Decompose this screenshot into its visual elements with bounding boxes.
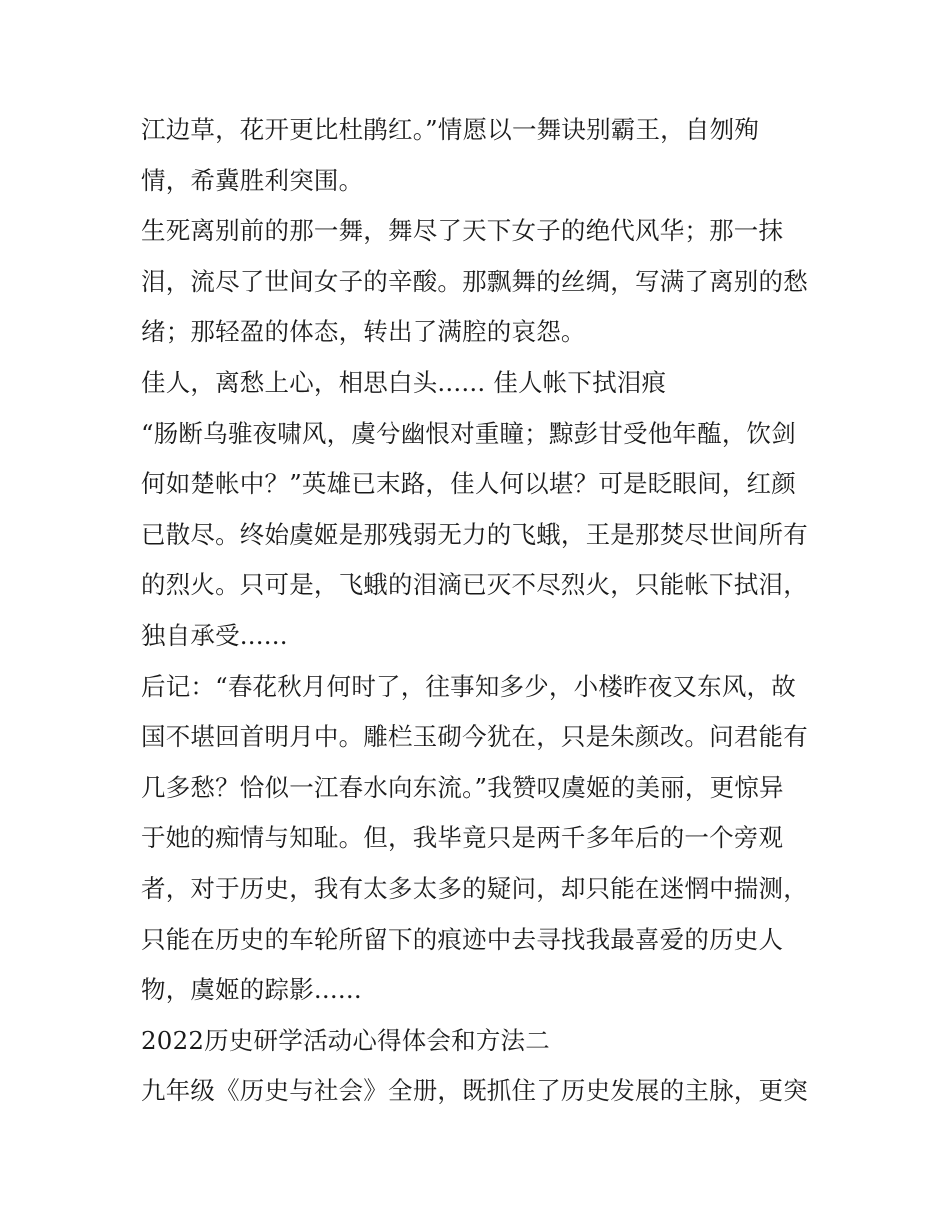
text-line: 已散尽。终始虞姬是那残弱无力的飞蛾，王是那焚尽世间所有 <box>141 520 808 549</box>
text-line: 情，希冀胜利突围。 <box>141 166 364 195</box>
text-line: 后记：“春花秋月何时了，往事知多少，小楼昨夜又东风，故 <box>141 672 796 701</box>
text-line: 九年级《历史与社会》全册，既抓住了历史发展的主脉，更突 <box>141 1076 808 1105</box>
text-line: 绪；那轻盈的体态，转出了满腔的哀怨。 <box>141 317 586 346</box>
text-line: 的烈火。只可是，飞蛾的泪滴已灭不尽烈火，只能帐下拭泪， <box>141 570 808 599</box>
text-line: 只能在历史的车轮所留下的痕迹中去寻找我最喜爱的历史人 <box>141 925 784 954</box>
text-line: 几多愁？恰似一江春水向东流。”我赞叹虞姬的美丽，更惊异 <box>141 773 784 802</box>
text-line: 国不堪回首明月中。雕栏玉砌今犹在，只是朱颜改。问君能有 <box>141 722 808 751</box>
text-line: 者，对于历史，我有太多太多的疑问，却只能在迷惘中揣测， <box>141 874 808 903</box>
text-line: 独自承受...... <box>141 621 288 650</box>
text-line: 于她的痴情与知耻。但，我毕竟只是两千多年后的一个旁观 <box>141 823 784 852</box>
text-line: 泪，流尽了世间女子的辛酸。那飘舞的丝绸，写满了离别的愁 <box>141 267 808 296</box>
text-line: 何如楚帐中？”英雄已末路，佳人何以堪？可是眨眼间，红颜 <box>141 469 796 498</box>
text-line: 物，虞姬的踪影...... <box>141 975 362 1004</box>
text-line: “肠断乌骓夜啸风，虞兮幽恨对重瞳；黥彭甘受他年醢，饮剑 <box>141 419 796 448</box>
text-line: 生死离别前的那一舞，舞尽了天下女子的绝代风华；那一抹 <box>141 216 784 245</box>
text-line: 江边草，花开更比杜鹃红。”情愿以一舞诀别霸王，自刎殉 <box>141 115 759 144</box>
text-line: 佳人，离愁上心，相思白头...... 佳人帐下拭泪痕 <box>141 368 667 397</box>
section-heading: 2022历史研学活动心得体会和方法二 <box>141 1026 550 1055</box>
